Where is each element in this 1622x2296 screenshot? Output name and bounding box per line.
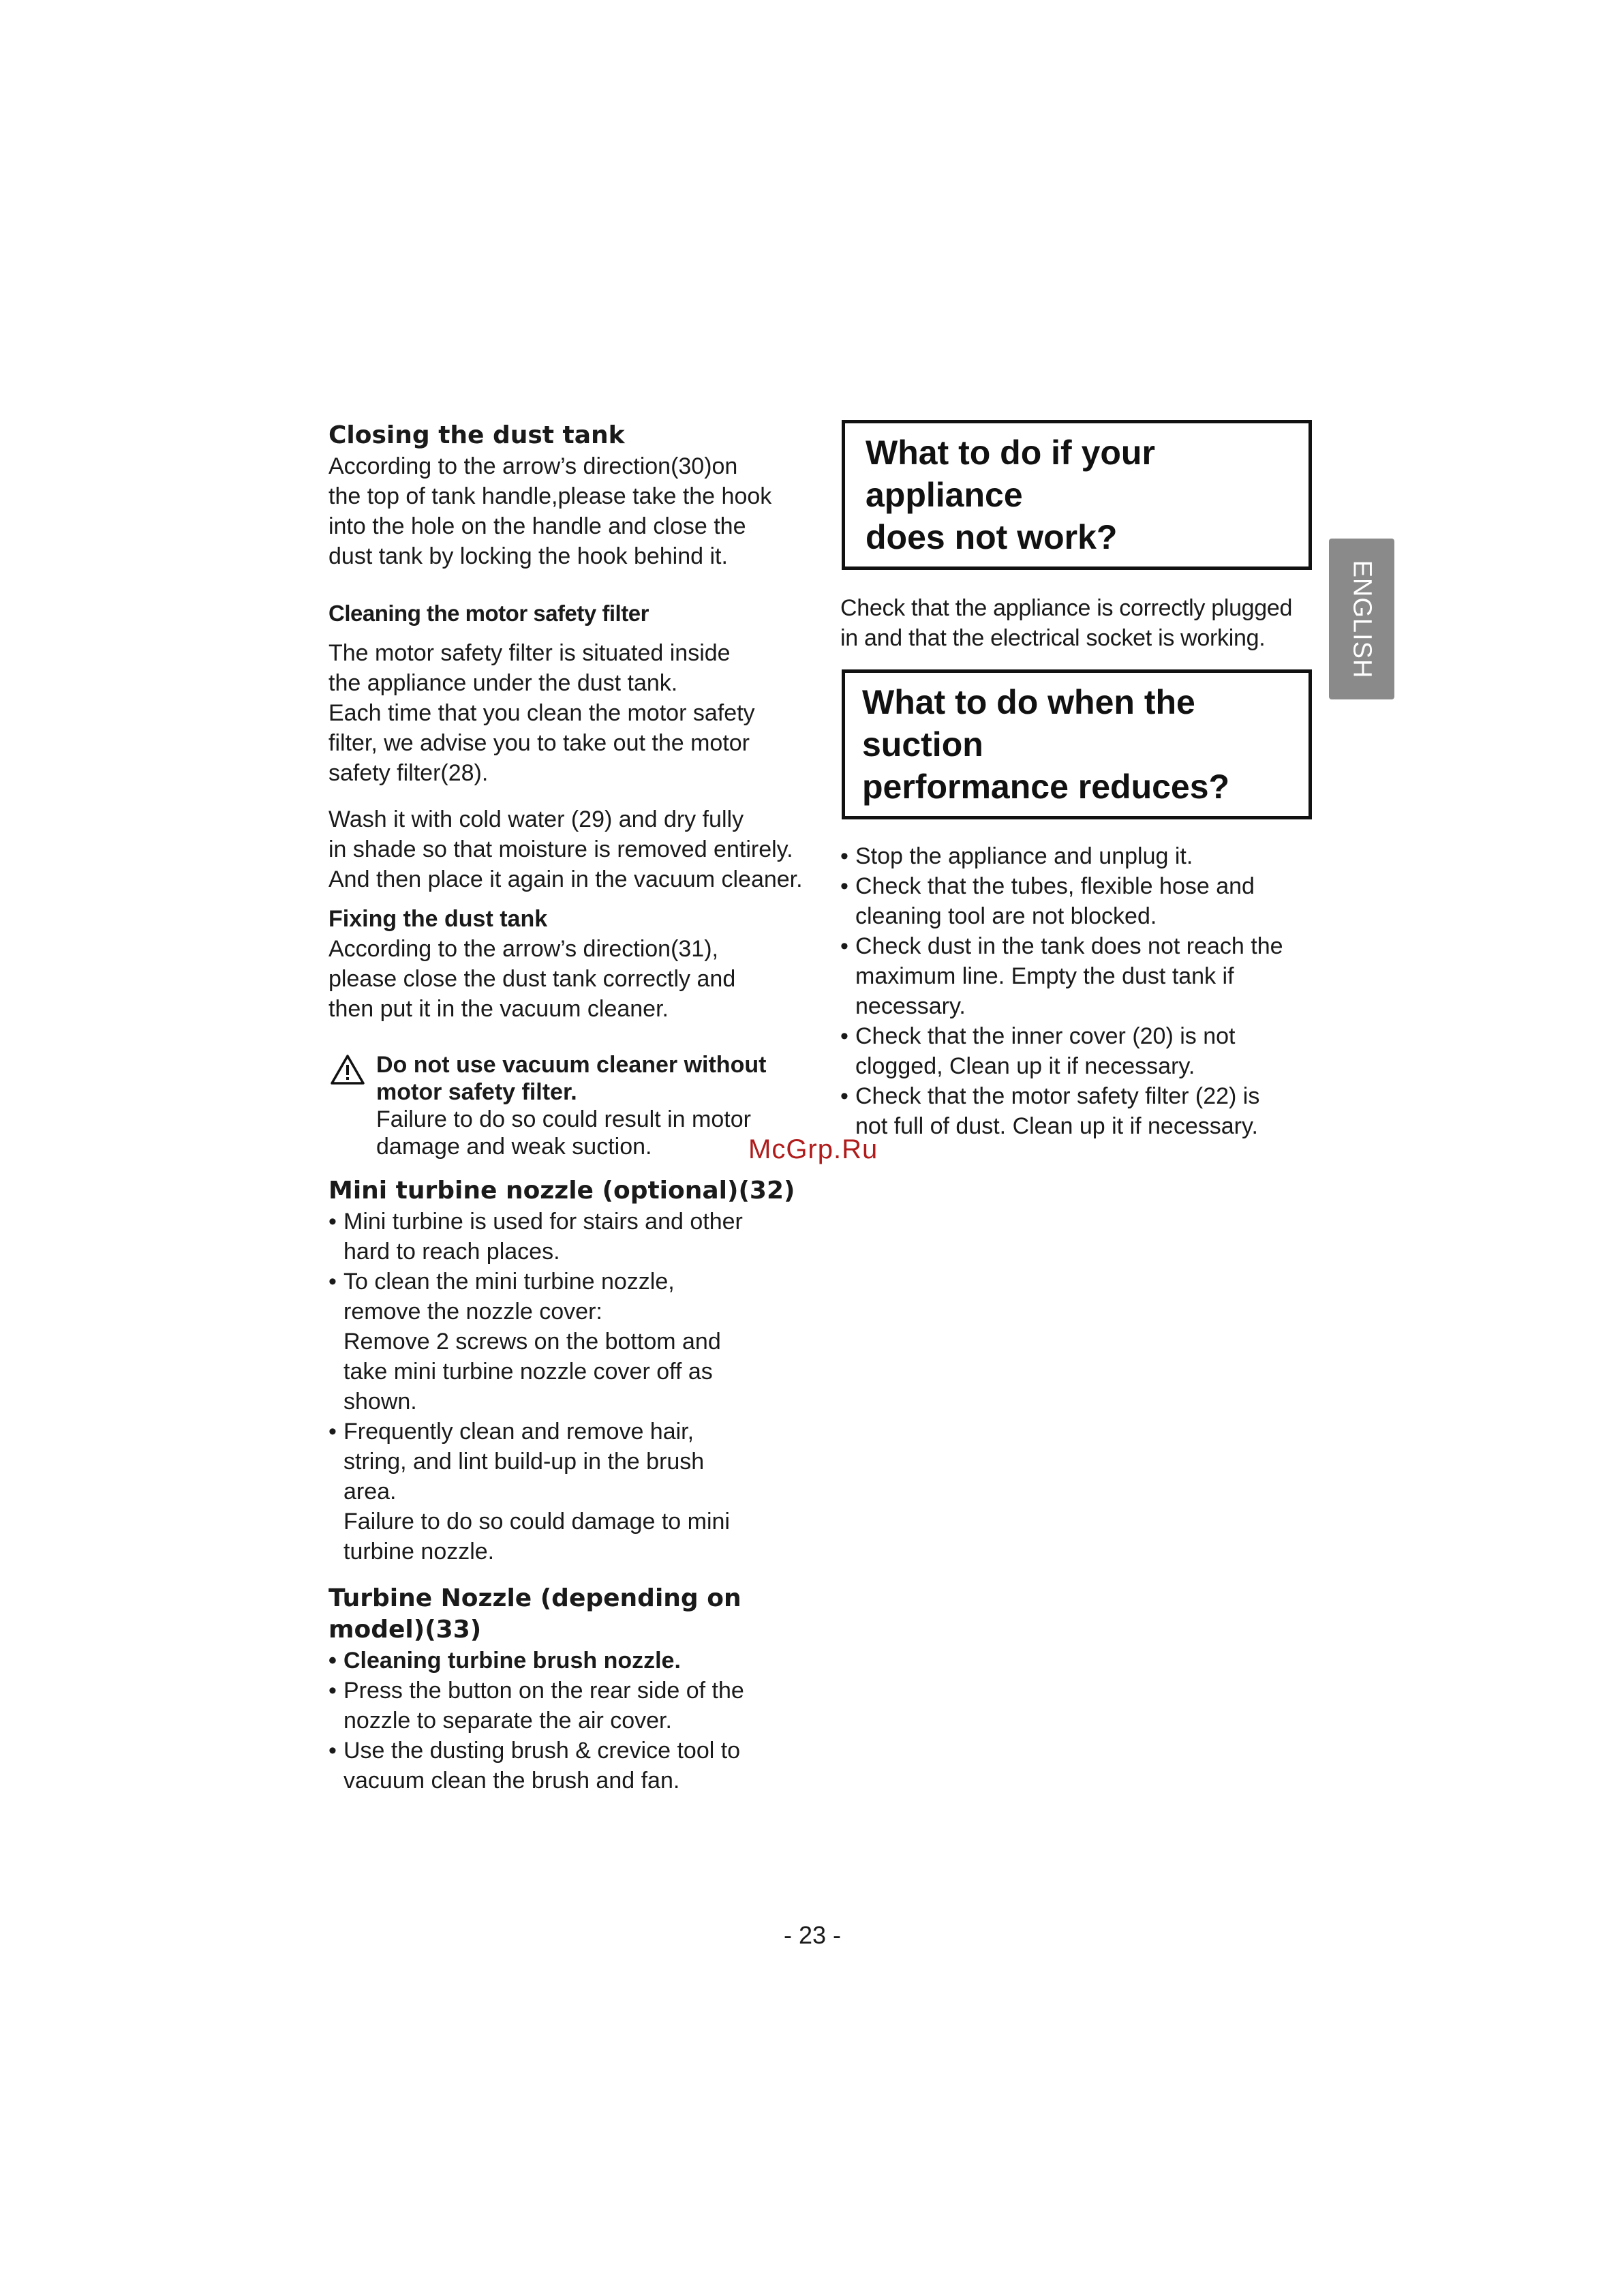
not-work-box bbox=[842, 420, 1312, 570]
fixing-text-line: According to the arrow’s direction(31), bbox=[328, 936, 718, 962]
check-text-line: in and that the electrical socket is working. bbox=[840, 625, 1266, 651]
page-number: - 23 - bbox=[784, 1921, 842, 1949]
suction-bullet: • Check that the inner cover (20) is not bbox=[840, 1021, 1317, 1051]
warning-text-line: damage and weak suction. bbox=[376, 1134, 652, 1160]
closing-text-line: into the hole on the handle and close the bbox=[328, 513, 746, 539]
mini-turbine-line: Failure to do so could damage to mini bbox=[343, 1509, 730, 1535]
suction-line: clogged, Clean up it if necessary. bbox=[855, 1053, 1195, 1079]
warning-bold-line: Do not use vacuum cleaner without bbox=[376, 1052, 767, 1078]
closing-text-line: the top of tank handle,please take the hook bbox=[328, 483, 772, 509]
suction-line: maximum line. Empty the dust tank if bbox=[855, 963, 1234, 989]
wash-text-line: Wash it with cold water (29) and dry fully bbox=[328, 806, 744, 832]
warning-triangle-icon bbox=[330, 1054, 365, 1085]
suction-bullet: • Check dust in the tank does not reach the bbox=[840, 931, 1317, 961]
mini-turbine-bullet: • Frequently clean and remove hair, bbox=[328, 1417, 840, 1447]
fixing-dust-tank-heading: Fixing the dust tank bbox=[328, 906, 548, 932]
not-work-title-line: does not work? bbox=[866, 518, 1118, 556]
suction-bullet: • Check that the motor safety filter (22) is bbox=[840, 1081, 1317, 1111]
motor-filter-text-line: filter, we advise you to take out the motor bbox=[328, 730, 750, 756]
not-work-title-line: What to do if your appliance bbox=[866, 434, 1155, 514]
suction-line: necessary. bbox=[855, 993, 966, 1019]
check-text-line: Check that the appliance is correctly plugged bbox=[840, 595, 1293, 621]
suction-title-line: What to do when the suction bbox=[862, 683, 1195, 764]
mini-turbine-line: area. bbox=[343, 1479, 397, 1505]
suction-title-line: performance reduces? bbox=[862, 768, 1230, 806]
language-tab bbox=[1329, 539, 1394, 699]
wash-text-line: And then place it again in the vacuum cleaner. bbox=[328, 866, 803, 892]
turbine-nozzle-heading: Turbine Nozzle (depending on bbox=[328, 1584, 741, 1612]
mini-turbine-line: remove the nozzle cover: bbox=[343, 1299, 602, 1325]
fixing-text-line: please close the dust tank correctly and bbox=[328, 966, 736, 992]
turbine-nozzle-heading-line2: model)(33) bbox=[328, 1616, 482, 1644]
closing-text-line: dust tank by locking the hook behind it. bbox=[328, 543, 728, 569]
watermark: McGrp.Ru bbox=[748, 1134, 878, 1164]
closing-dust-tank-heading: Closing the dust tank bbox=[328, 421, 625, 449]
mini-turbine-line: Remove 2 screws on the bottom and bbox=[343, 1329, 721, 1355]
turbine-line: vacuum clean the brush and fan. bbox=[343, 1768, 680, 1794]
left-column bbox=[328, 420, 840, 1796]
warning-text-line: Failure to do so could result in motor bbox=[376, 1106, 751, 1132]
warning-bold-line: motor safety filter. bbox=[376, 1079, 577, 1105]
turbine-line: nozzle to separate the air cover. bbox=[343, 1708, 672, 1734]
suction-bullet: • Check that the tubes, flexible hose and bbox=[840, 871, 1317, 901]
mini-turbine-bullet: • To clean the mini turbine nozzle, bbox=[328, 1267, 840, 1297]
wash-text-line: in shade so that moisture is removed entirely. bbox=[328, 836, 793, 862]
turbine-bullet: • Use the dusting brush & crevice tool to bbox=[328, 1736, 840, 1766]
motor-filter-heading: Cleaning the motor safety filter bbox=[328, 601, 649, 626]
fixing-text-line: then put it in the vacuum cleaner. bbox=[328, 996, 669, 1022]
mini-turbine-bullet: • Mini turbine is used for stairs and other bbox=[328, 1207, 840, 1237]
motor-filter-text-line: Each time that you clean the motor safety bbox=[328, 700, 755, 726]
suction-box bbox=[842, 669, 1312, 819]
mini-turbine-line: turbine nozzle. bbox=[343, 1539, 495, 1565]
motor-filter-text-line: The motor safety filter is situated inside bbox=[328, 640, 731, 666]
closing-text-line: According to the arrow’s direction(30)on bbox=[328, 453, 738, 479]
turbine-bullet-bold: • Cleaning turbine brush nozzle. bbox=[328, 1646, 840, 1676]
suction-line: cleaning tool are not blocked. bbox=[855, 903, 1157, 929]
mini-turbine-line: string, and lint build-up in the brush bbox=[343, 1449, 705, 1475]
suction-bullet: • Stop the appliance and unplug it. bbox=[840, 841, 1317, 871]
suction-line: not full of dust. Clean up it if necessary. bbox=[855, 1113, 1258, 1139]
mini-turbine-line: shown. bbox=[343, 1389, 417, 1415]
mini-turbine-line: take mini turbine nozzle cover off as bbox=[343, 1359, 713, 1385]
motor-filter-text-line: safety filter(28). bbox=[328, 760, 489, 786]
motor-filter-text-line: the appliance under the dust tank. bbox=[328, 670, 678, 696]
mini-turbine-line: hard to reach places. bbox=[343, 1239, 560, 1265]
right-column bbox=[840, 420, 1317, 1141]
turbine-bullet: • Press the button on the rear side of the bbox=[328, 1676, 840, 1706]
mini-turbine-heading: Mini turbine nozzle (optional)(32) bbox=[328, 1177, 795, 1205]
language-tab-label: ENGLISH bbox=[1347, 560, 1377, 678]
